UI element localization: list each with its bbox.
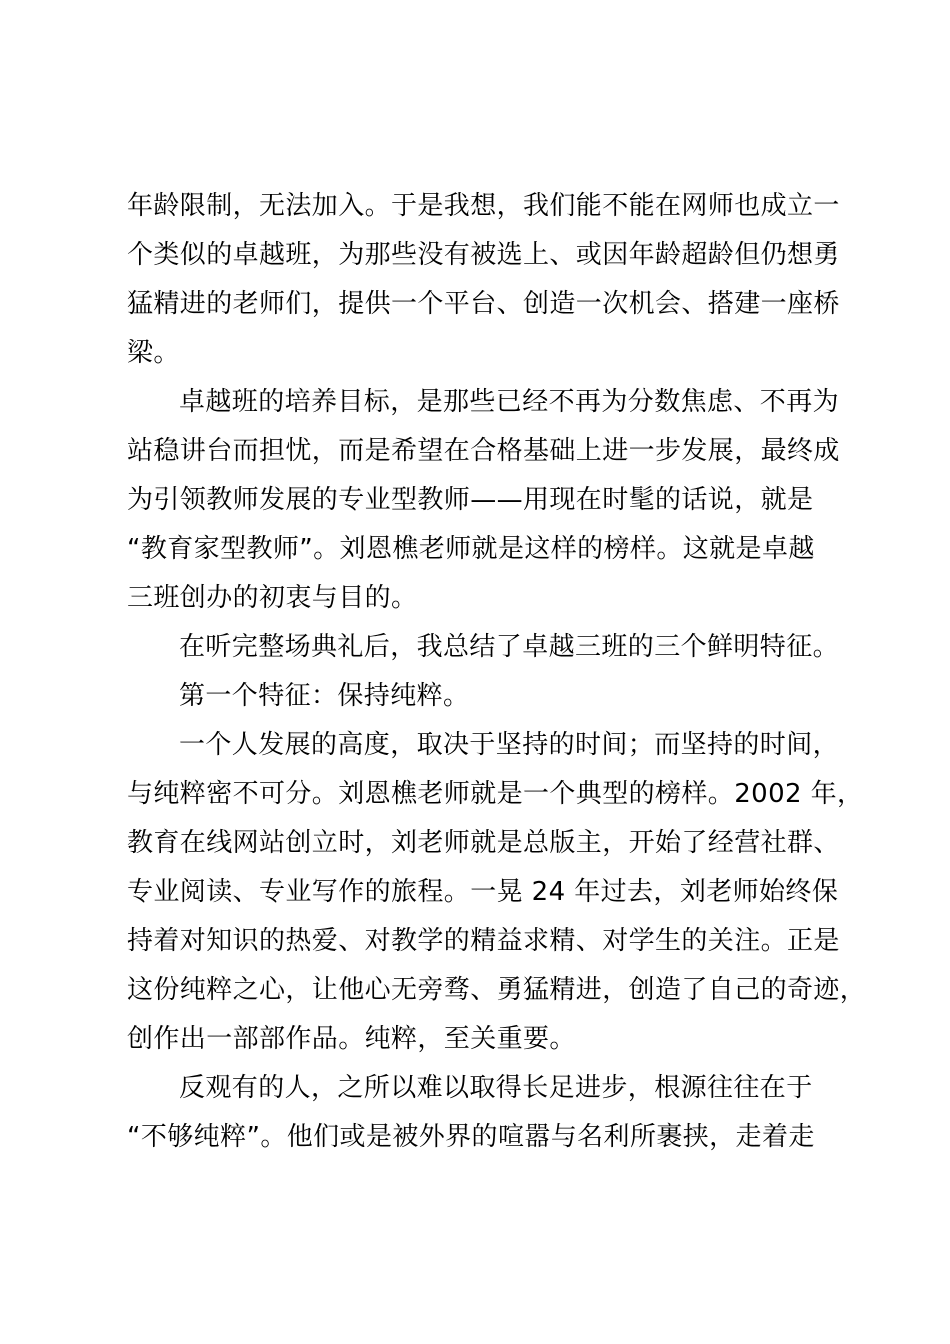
text-line: 一个人发展的高度，取决于坚持的时间；而坚持的时间，: [179, 730, 840, 760]
text-line: 持着对知识的热爱、对教学的精益求精、对学生的关注。正是: [127, 926, 840, 956]
text-line: 个类似的卓越班，为那些没有被选上、或因年龄超龄但仍想勇: [127, 240, 840, 270]
text-line: 卓越班的培养目标，是那些已经不再为分数焦虑、不再为: [179, 387, 840, 417]
text-line: “教育家型教师”。刘恩樵老师就是这样的榜样。这就是卓越: [127, 534, 815, 564]
text-line: 为引领教师发展的专业型教师——用现在时髦的话说，就是: [127, 485, 814, 515]
text-line: 反观有的人，之所以难以取得长足进步，根源往往在于: [179, 1073, 813, 1103]
section-heading: 第一个特征：保持纯粹。: [179, 681, 470, 711]
text-line: 与纯粹密不可分。刘恩樵老师就是一个典型的榜样。2002 年，: [127, 779, 864, 809]
text-line: 创作出一部部作品。纯粹，至关重要。: [127, 1024, 576, 1054]
text-line: 年龄限制，无法加入。于是我想，我们能不能在网师也成立一: [127, 191, 840, 221]
text-line: “不够纯粹”。他们或是被外界的喧嚣与名利所裹挟，走着走: [127, 1122, 815, 1152]
text-line: 梁。: [127, 338, 180, 368]
text-line: 在听完整场典礼后，我总结了卓越三班的三个鲜明特征。: [179, 632, 840, 662]
text-line: 这份纯粹之心，让他心无旁骛、勇猛精进，创造了自己的奇迹，: [127, 975, 867, 1005]
text-line: 专业阅读、专业写作的旅程。一晃 24 年过去，刘老师始终保: [127, 877, 839, 907]
text-line: 三班创办的初衷与目的。: [127, 583, 418, 613]
text-line: 站稳讲台而担忧，而是希望在合格基础上进一步发展，最终成: [127, 436, 840, 466]
document-body: [127, 182, 867, 1162]
text-line: 猛精进的老师们，提供一个平台、创造一次机会、搭建一座桥: [127, 289, 840, 319]
text-line: 教育在线网站创立时，刘老师就是总版主，开始了经营社群、: [127, 828, 840, 858]
